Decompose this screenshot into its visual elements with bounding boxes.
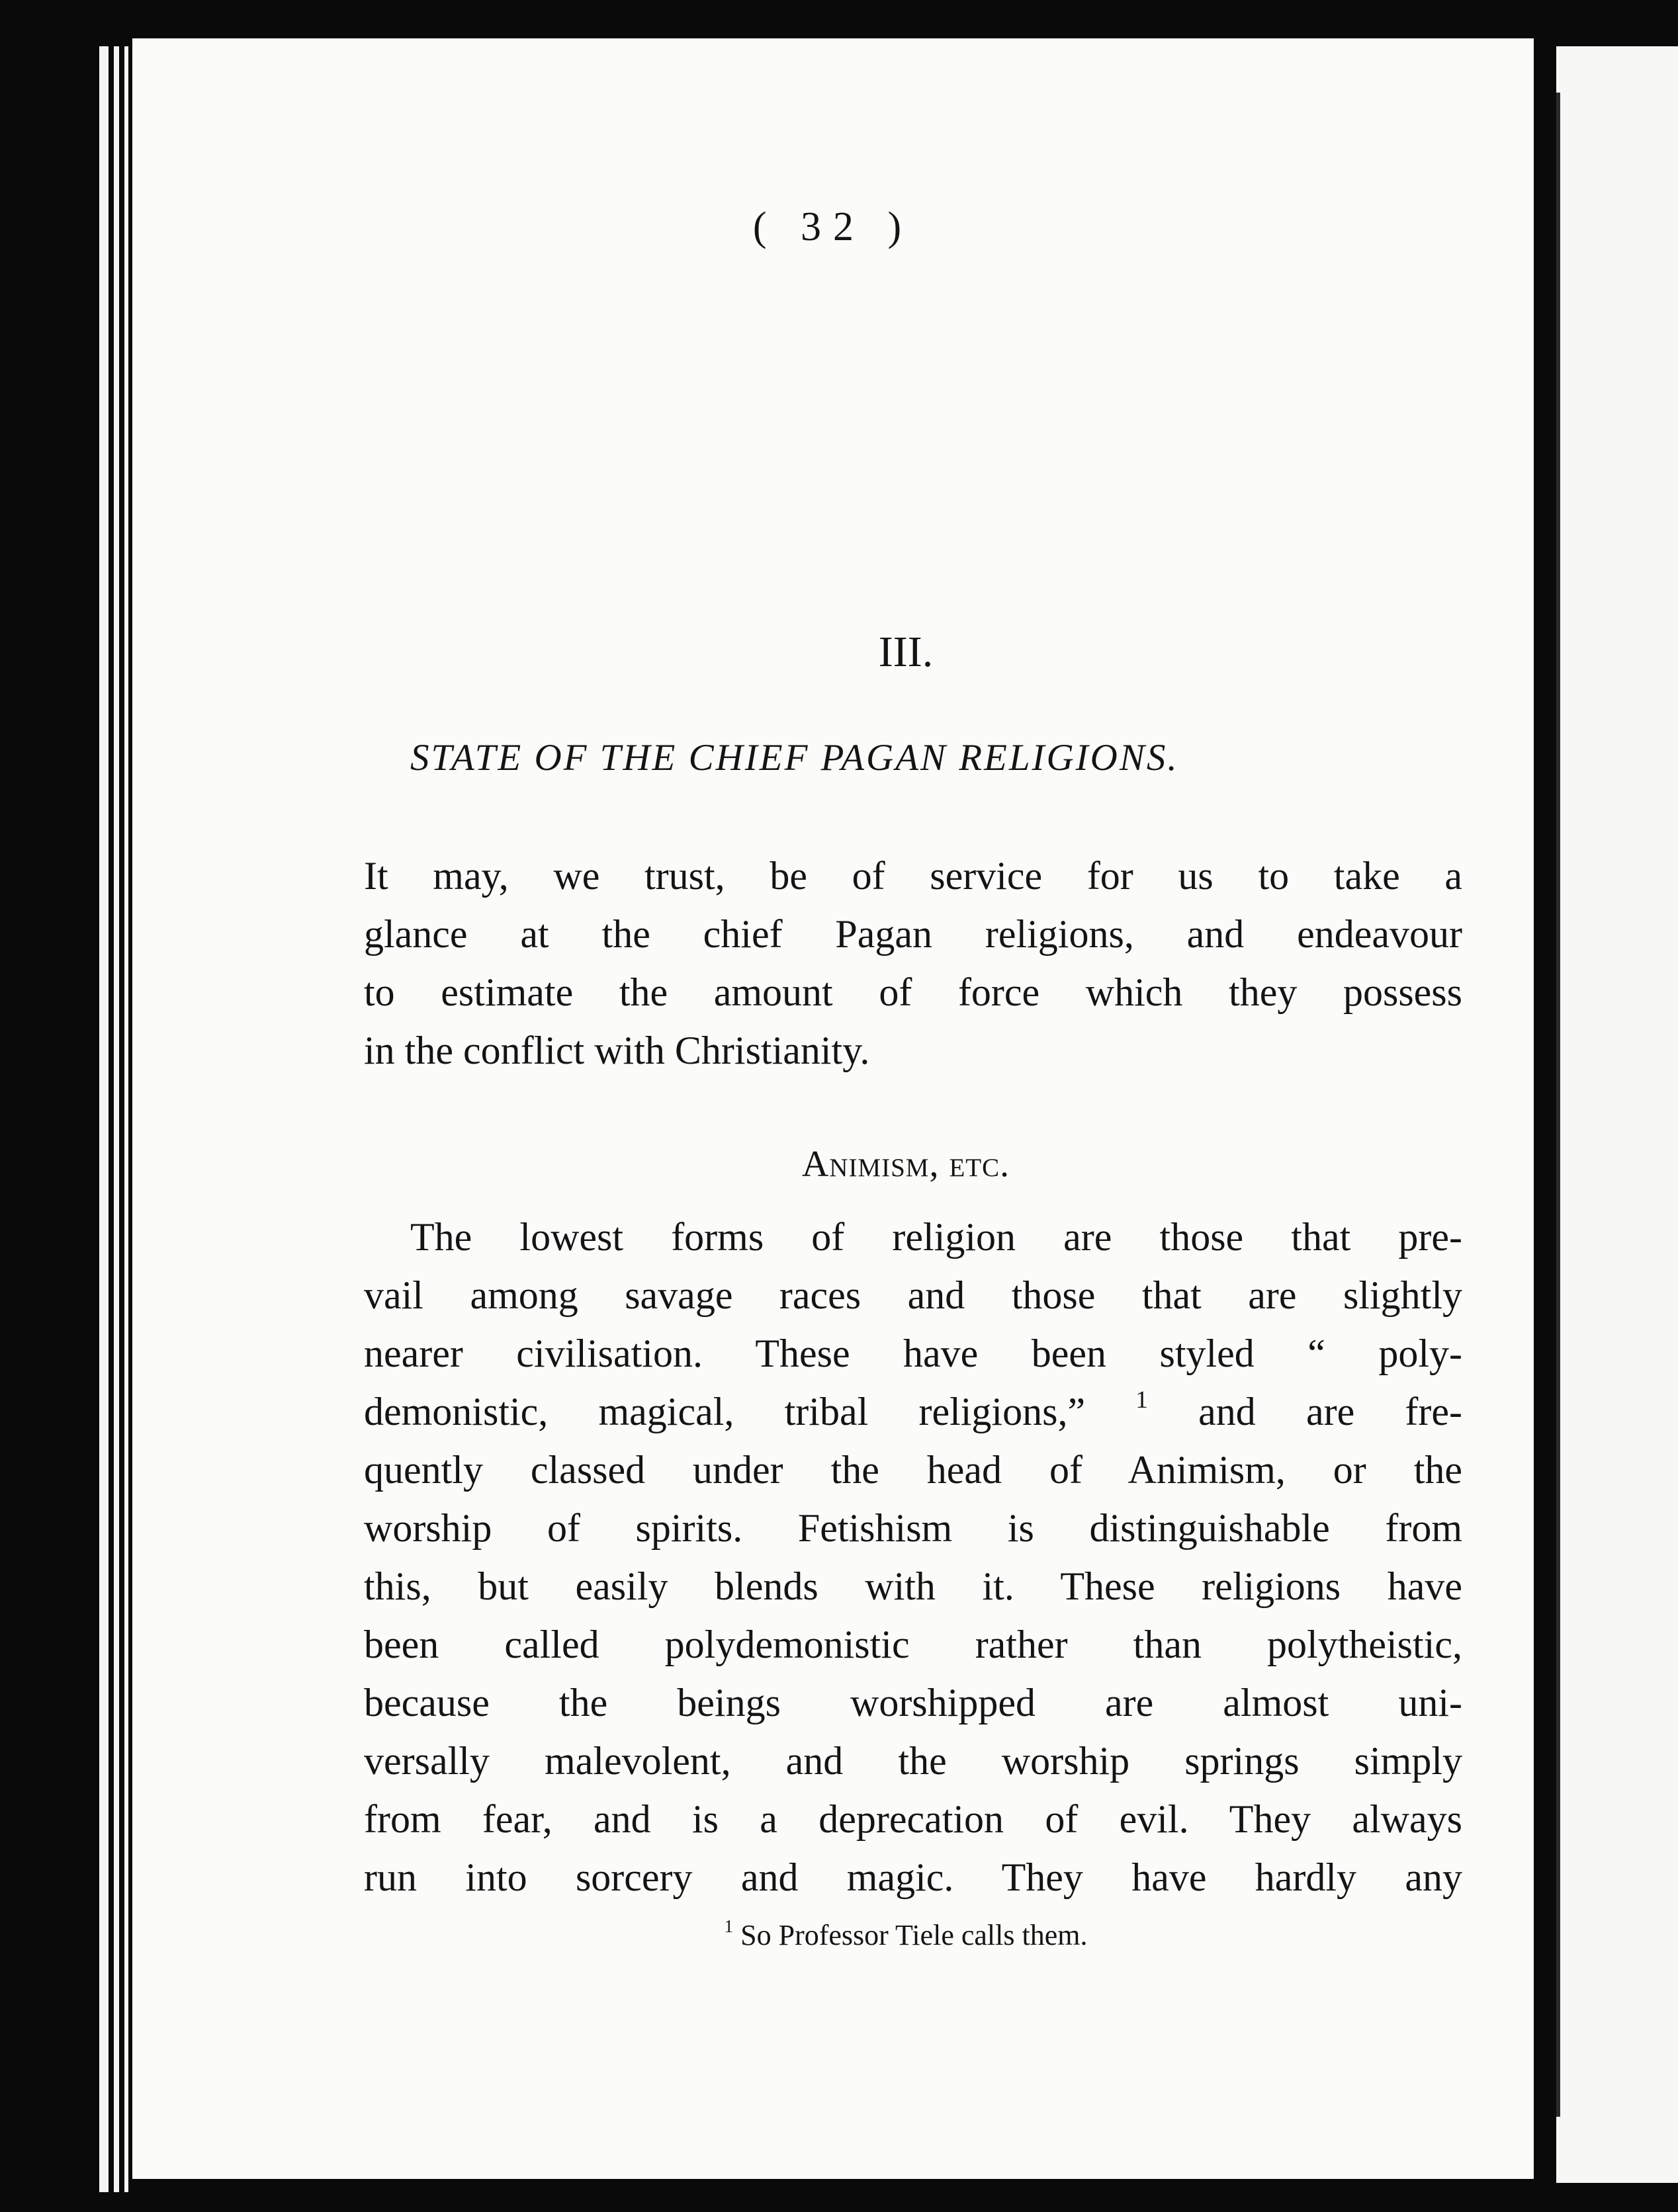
paragraph-line: because the beings worshipped are almost uni- (364, 1681, 1462, 1724)
footnote-text: So Professor Tiele calls them. (740, 1919, 1088, 1951)
page-number: ( 32 ) (752, 204, 914, 249)
paragraph-line: this, but easily blends with it. These religions have (364, 1564, 1462, 1608)
paragraph-line-with-footnote (364, 1382, 1462, 1441)
paragraph-line: from fear, and is a deprecation of evil. They always (364, 1797, 1462, 1841)
line-text: and are fre- (1198, 1390, 1462, 1433)
page-edge (124, 46, 128, 2192)
paragraph-line: glance at the chief Pagan religions, and endeavour (364, 912, 1462, 956)
paragraph-line: been called polydemonistic rather than polytheistic, (364, 1623, 1462, 1666)
paragraph-line: quently classed under the head of Animism, or the (364, 1448, 1462, 1492)
paragraph-line: The lowest forms of religion are those that pre- (410, 1215, 1462, 1259)
book-page (132, 38, 1534, 2179)
page-gutter-shadow (1556, 93, 1560, 2117)
section-heading: Animism, etc. (801, 1144, 1010, 1185)
paragraph-line: vail among savage races and those that are slightly (364, 1273, 1462, 1317)
facing-page (1556, 46, 1678, 2183)
paragraph-line: versally malevolent, and the worship springs simply (364, 1739, 1462, 1783)
footnote-reference: 1 (1135, 1386, 1148, 1414)
paragraph-line: in the conflict with Christianity. (364, 1029, 870, 1072)
page-edge (114, 46, 119, 2192)
paragraph-line: worship of spirits. Fetishism is distinguishable from (364, 1506, 1462, 1550)
footnote (132, 1918, 1534, 1952)
paragraph-line: to estimate the amount of force which they possess (364, 970, 1462, 1014)
paragraph-line: run into sorcery and magic. They have hardly any (364, 1855, 1462, 1899)
line-text: demonistic, magical, tribal religions,” (364, 1390, 1086, 1433)
intro-paragraph (364, 847, 1462, 1080)
footnote-marker: 1 (724, 1916, 734, 1936)
chapter-number: III. (878, 628, 934, 676)
chapter-title: STATE OF THE CHIEF PAGAN RELIGIONS. (410, 737, 1179, 779)
paragraph-line: It may, we trust, be of service for us to take a (364, 854, 1462, 898)
body-paragraph (364, 1208, 1462, 1906)
page-edge (99, 46, 109, 2192)
paragraph-line: nearer civilisation. These have been styled “ poly- (364, 1332, 1462, 1375)
